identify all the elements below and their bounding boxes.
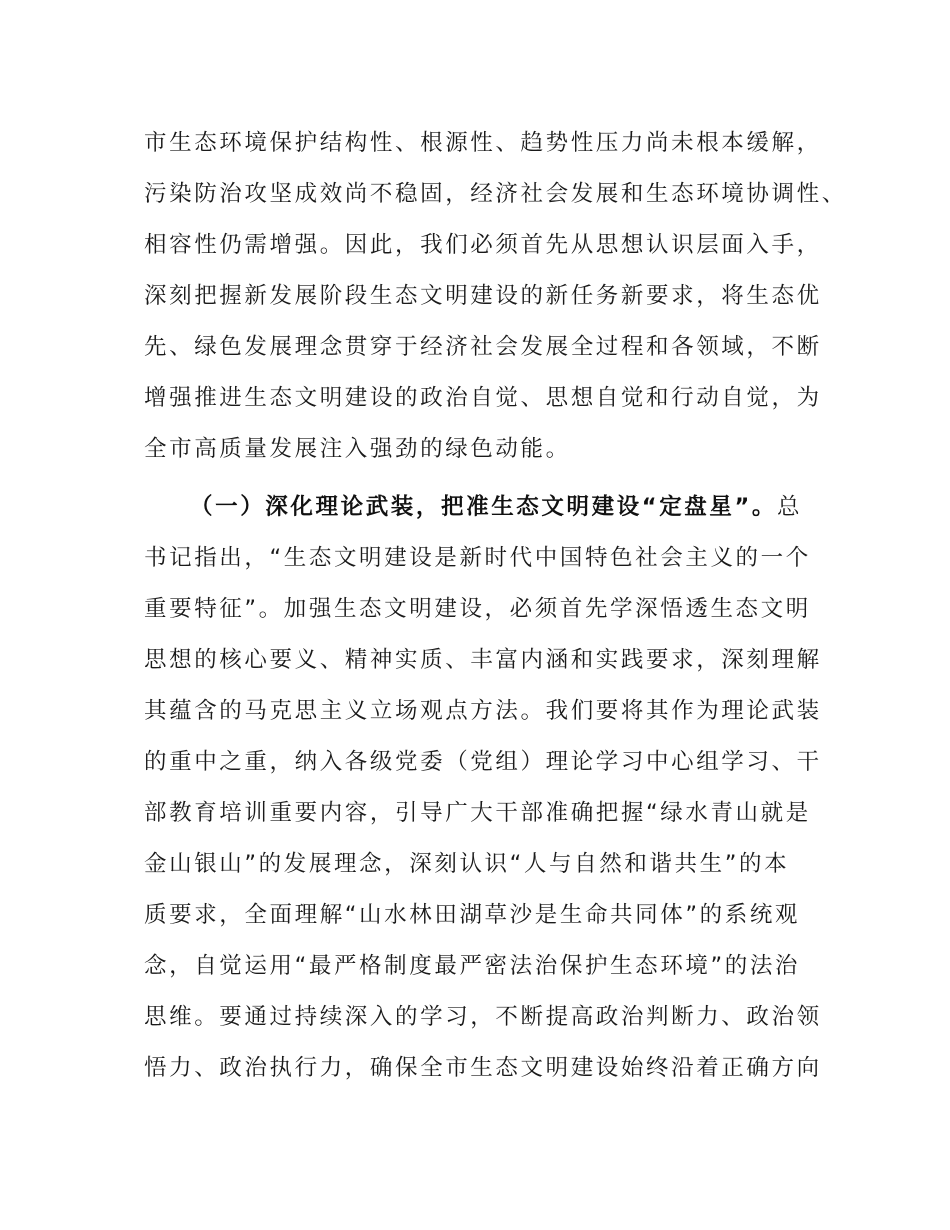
body-text-line: 其蕴含的马克思主义立场观点方法。我们要将其作为理论武装 [144, 698, 822, 724]
section-heading: （一）深化理论武装，把准生态文明建设“定盘星”。 [190, 494, 777, 520]
body-text-line: 思想的核心要义、精神实质、丰富内涵和实践要求，深刻理解 [144, 647, 822, 673]
body-text-line: 的重中之重，纳入各级党委（党组）理论学习中心组学习、干 [144, 749, 822, 775]
body-text-line: 部教育培训重要内容，引导广大干部准确把握“绿水青山就是 [144, 800, 811, 826]
body-text-line: 市生态环境保护结构性、根源性、趋势性压力尚未根本缓解， [144, 130, 822, 156]
body-text-line: 思维。要通过持续深入的学习，不断提高政治判断力、政治领 [144, 1004, 822, 1030]
heading-line-rest: 总 [776, 494, 803, 520]
body-text-line: 相容性仍需增强。因此，我们必须首先从思想认识层面入手， [144, 232, 822, 258]
body-text-line: 先、绿色发展理念贯穿于经济社会发展全过程和各领域，不断 [144, 334, 822, 360]
body-text-line: 书记指出，“生态文明建设是新时代中国特色社会主义的一个 [144, 545, 811, 571]
body-text-line: 质要求，全面理解“山水林田湖草沙是生命共同体”的系统观 [144, 902, 801, 928]
body-text-line: 念，自觉运用“最严格制度最严密法治保护生态环境”的法治 [144, 953, 801, 979]
body-text-line: 全市高质量发展注入强劲的绿色动能。 [144, 436, 571, 462]
body-text-line: 金山银山”的发展理念，深刻认识“人与自然和谐共生”的本 [144, 851, 790, 877]
body-text-line: 深刻把握新发展阶段生态文明建设的新任务新要求，将生态优 [144, 283, 822, 309]
body-text-line: 污染防治攻坚成效尚不稳固，经济社会发展和生态环境协调性、 [144, 181, 847, 207]
section-heading-line [190, 492, 802, 522]
body-text-line: 重要特征”。加强生态文明建设，必须首先学深悟透生态文明 [144, 596, 811, 622]
body-text-line: 悟力、政治执行力，确保全市生态文明建设始终沿着正确方向 [144, 1055, 822, 1081]
body-text-line: 增强推进生态文明建设的政治自觉、思想自觉和行动自觉，为 [144, 385, 822, 411]
